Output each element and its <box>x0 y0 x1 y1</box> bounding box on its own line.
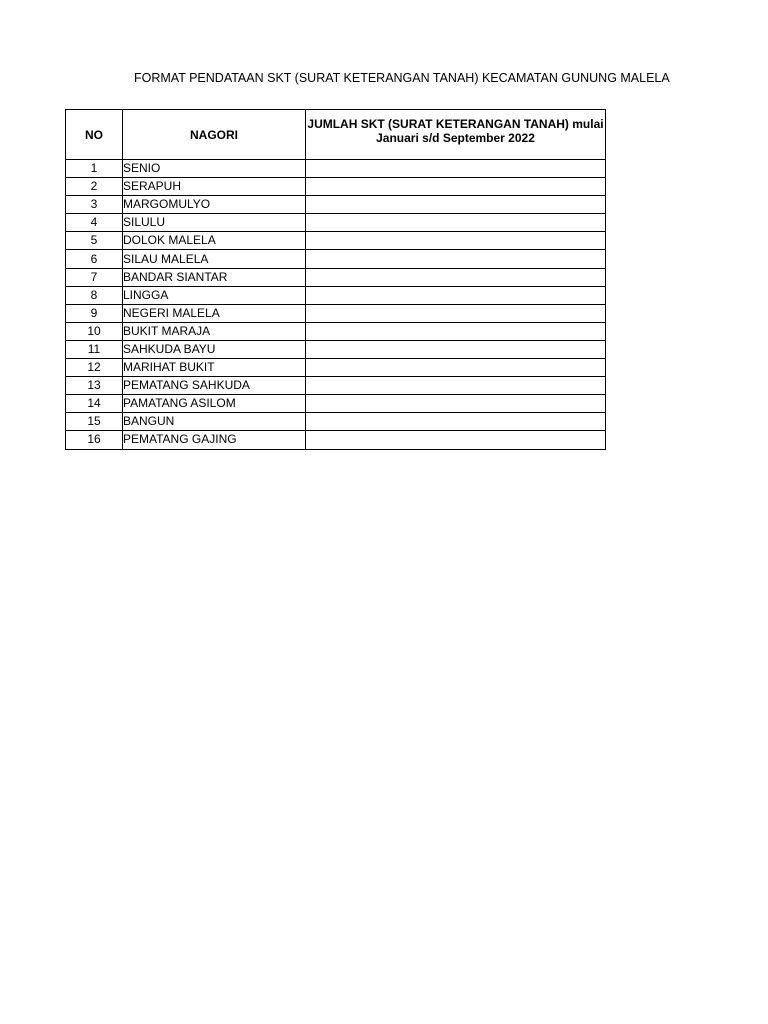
cell-no: 8 <box>66 286 123 304</box>
table-row <box>66 340 606 358</box>
table-row <box>66 304 606 322</box>
cell-nagori: PEMATANG GAJING <box>123 431 306 449</box>
cell-jumlah-skt[interactable] <box>306 322 606 340</box>
cell-nagori: LINGGA <box>123 286 306 304</box>
cell-nagori: NEGERI MALELA <box>123 304 306 322</box>
cell-jumlah-skt[interactable] <box>306 431 606 449</box>
header-no: NO <box>66 110 123 160</box>
table-row <box>66 178 606 196</box>
cell-jumlah-skt[interactable] <box>306 359 606 377</box>
table-row <box>66 232 606 250</box>
cell-jumlah-skt[interactable] <box>306 160 606 178</box>
table-row <box>66 413 606 431</box>
cell-no: 6 <box>66 250 123 268</box>
cell-no: 15 <box>66 413 123 431</box>
table-row <box>66 431 606 449</box>
cell-no: 10 <box>66 322 123 340</box>
table-header-row <box>66 110 606 160</box>
cell-no: 2 <box>66 178 123 196</box>
cell-no: 11 <box>66 340 123 358</box>
cell-jumlah-skt[interactable] <box>306 250 606 268</box>
table-row <box>66 286 606 304</box>
table-row <box>66 196 606 214</box>
cell-jumlah-skt[interactable] <box>306 413 606 431</box>
header-nagori: NAGORI <box>123 110 306 160</box>
cell-no: 3 <box>66 196 123 214</box>
cell-jumlah-skt[interactable] <box>306 178 606 196</box>
table-row <box>66 395 606 413</box>
cell-nagori: BUKIT MARAJA <box>123 322 306 340</box>
cell-jumlah-skt[interactable] <box>306 232 606 250</box>
table-row <box>66 214 606 232</box>
cell-no: 4 <box>66 214 123 232</box>
cell-nagori: SAHKUDA BAYU <box>123 340 306 358</box>
cell-no: 16 <box>66 431 123 449</box>
cell-no: 14 <box>66 395 123 413</box>
table-row <box>66 322 606 340</box>
cell-nagori: SILULU <box>123 214 306 232</box>
cell-jumlah-skt[interactable] <box>306 286 606 304</box>
cell-no: 5 <box>66 232 123 250</box>
cell-nagori: SERAPUH <box>123 178 306 196</box>
cell-jumlah-skt[interactable] <box>306 340 606 358</box>
table-row <box>66 160 606 178</box>
cell-jumlah-skt[interactable] <box>306 214 606 232</box>
cell-jumlah-skt[interactable] <box>306 395 606 413</box>
table-body <box>66 160 606 450</box>
cell-nagori: SILAU MALELA <box>123 250 306 268</box>
cell-nagori: BANGUN <box>123 413 306 431</box>
cell-no: 12 <box>66 359 123 377</box>
cell-nagori: PAMATANG ASILOM <box>123 395 306 413</box>
table-row <box>66 268 606 286</box>
cell-no: 7 <box>66 268 123 286</box>
header-jumlah-skt: JUMLAH SKT (SURAT KETERANGAN TANAH) mulai Januari s/d September 2022 <box>306 110 606 160</box>
cell-nagori: MARGOMULYO <box>123 196 306 214</box>
cell-nagori: BANDAR SIANTAR <box>123 268 306 286</box>
cell-nagori: SENIO <box>123 160 306 178</box>
skt-table <box>65 109 606 450</box>
cell-no: 1 <box>66 160 123 178</box>
cell-nagori: DOLOK MALELA <box>123 232 306 250</box>
cell-jumlah-skt[interactable] <box>306 268 606 286</box>
cell-jumlah-skt[interactable] <box>306 196 606 214</box>
table-row <box>66 377 606 395</box>
cell-jumlah-skt[interactable] <box>306 377 606 395</box>
table-row <box>66 359 606 377</box>
cell-no: 9 <box>66 304 123 322</box>
document-title: FORMAT PENDATAAN SKT (SURAT KETERANGAN TANAH) KECAMATAN GUNUNG MALELA <box>134 71 670 85</box>
table-row <box>66 250 606 268</box>
cell-nagori: MARIHAT BUKIT <box>123 359 306 377</box>
cell-no: 13 <box>66 377 123 395</box>
cell-nagori: PEMATANG SAHKUDA <box>123 377 306 395</box>
cell-jumlah-skt[interactable] <box>306 304 606 322</box>
